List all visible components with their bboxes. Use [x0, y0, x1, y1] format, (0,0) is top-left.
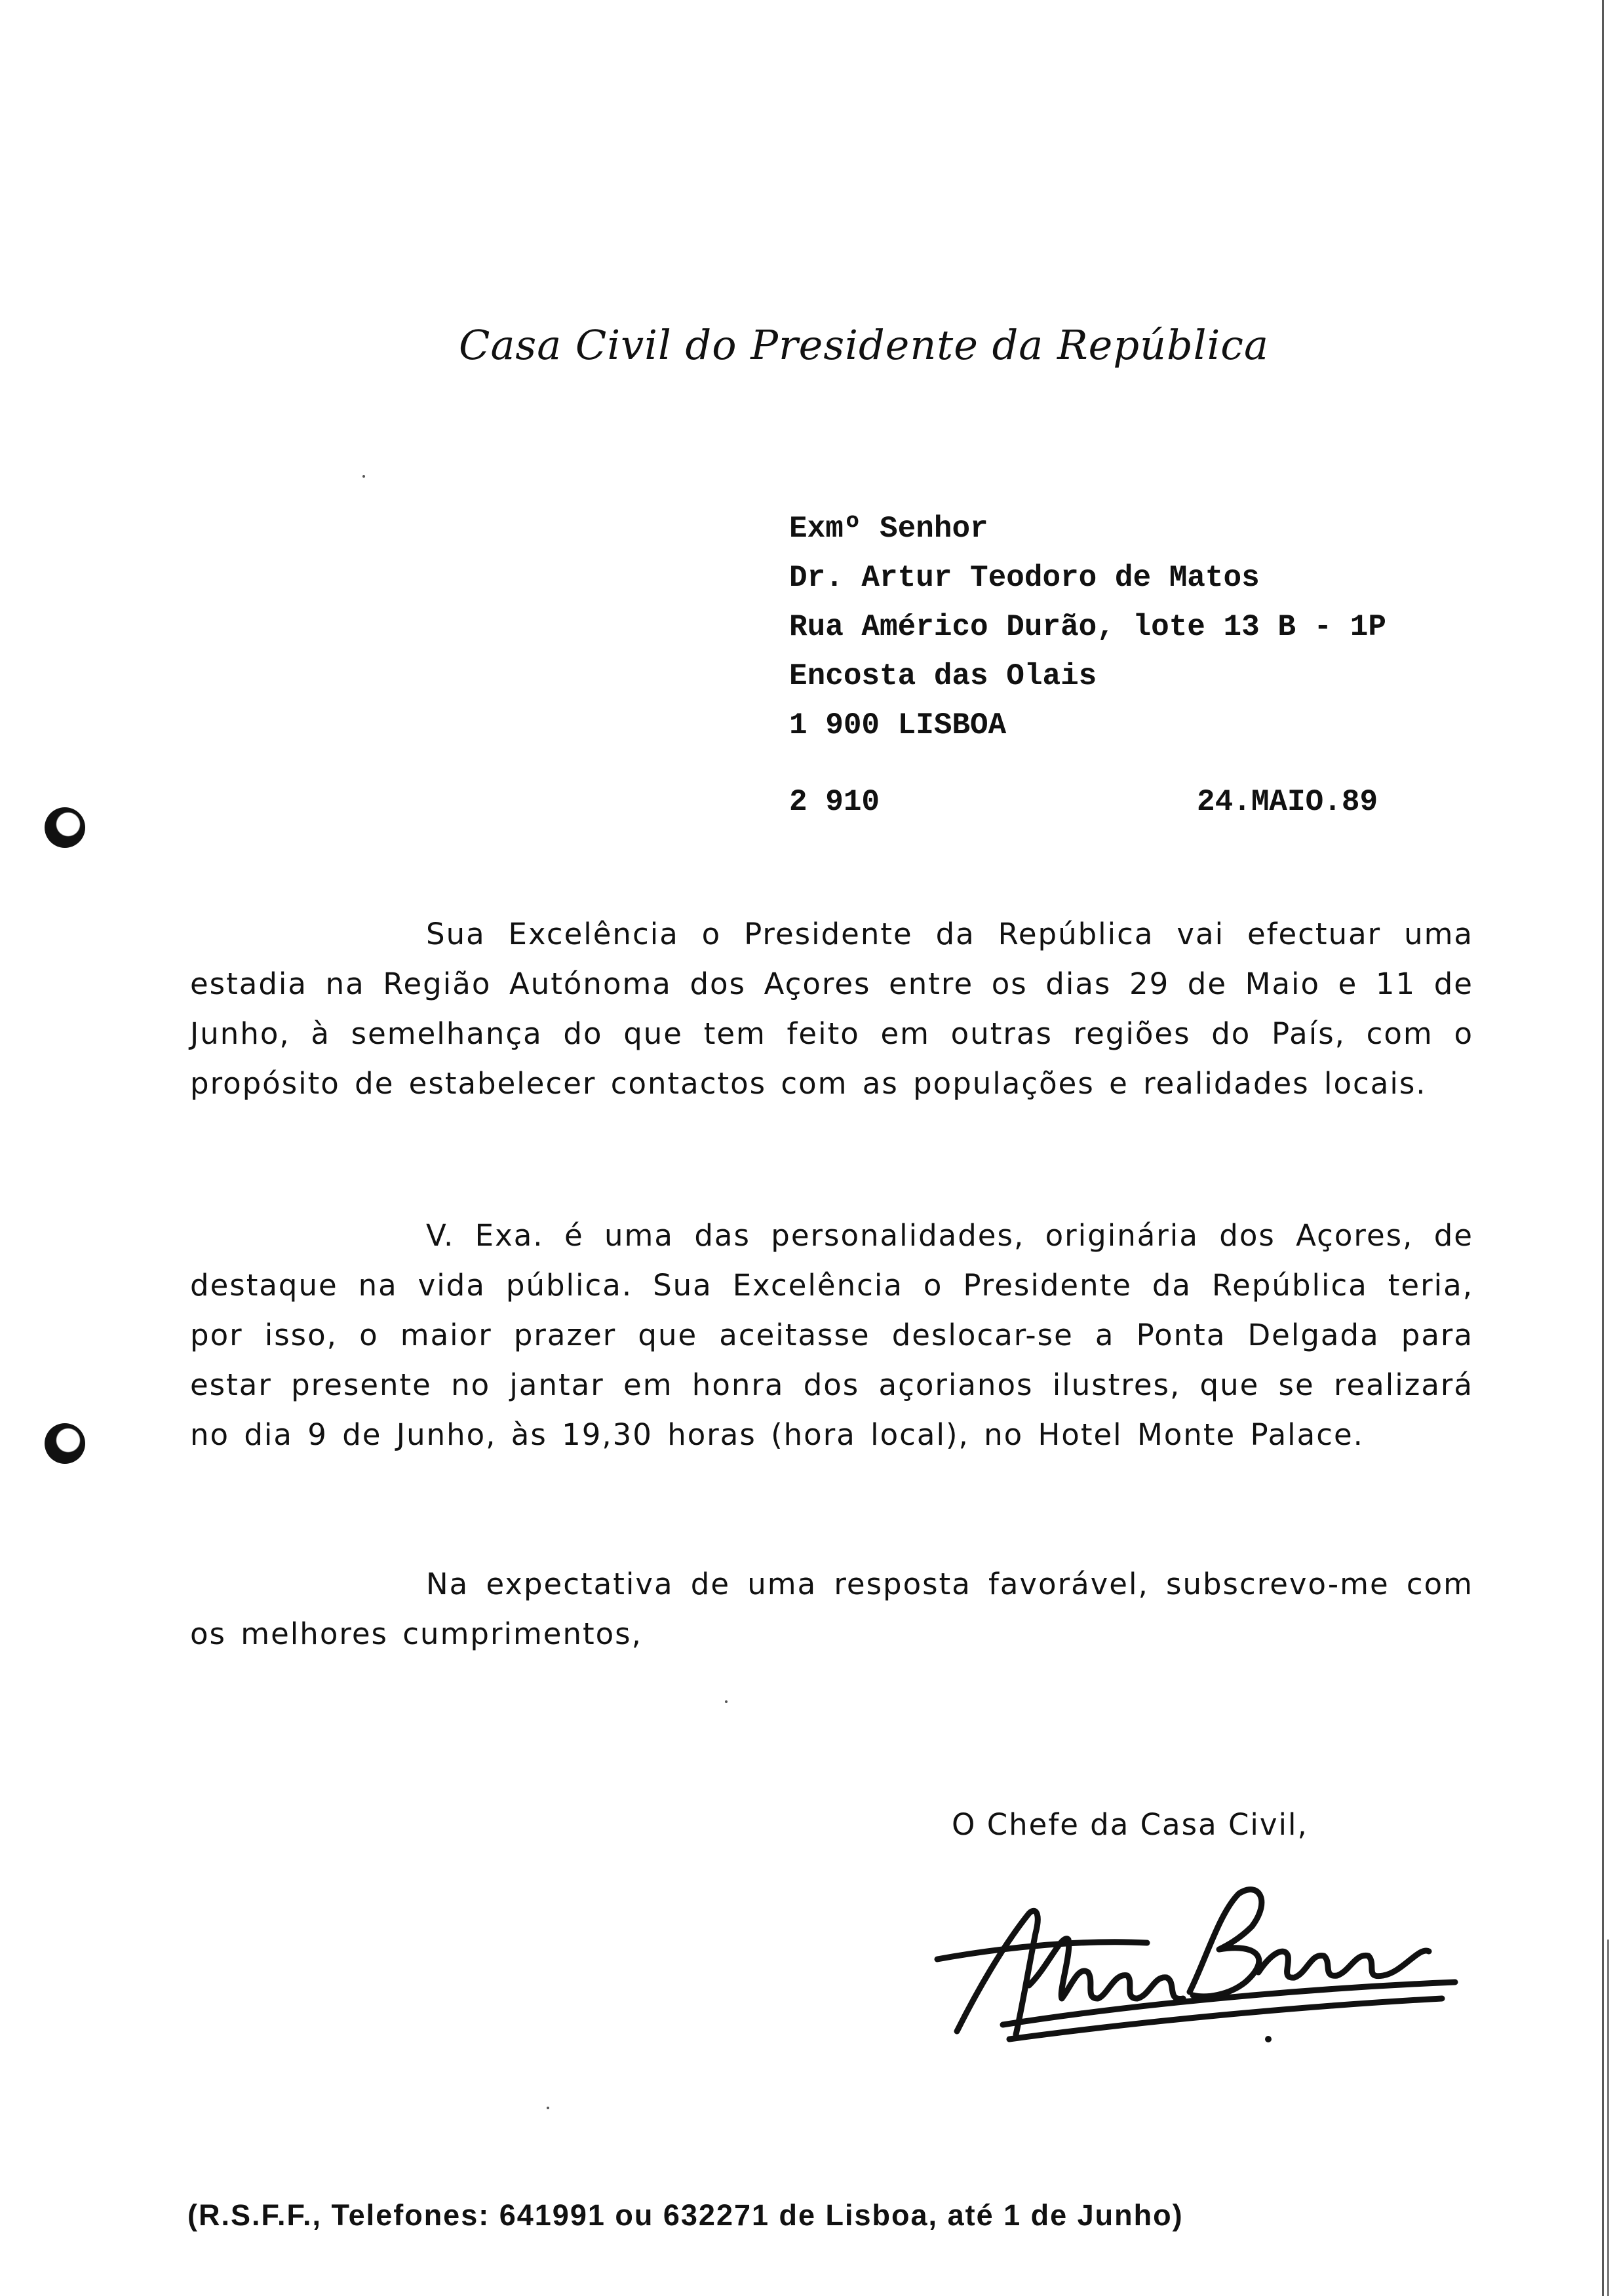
- address-area: Encosta das Olais: [789, 659, 1097, 693]
- body-paragraph-2: V. Exa. é uma das personalidades, originária dos Açores, de destaque na vida pública. Sua Excelência o Presidente da República teria, por isso, o maior prazer que aceitasse deslocar-se a Ponta Delgada para estar presente no jantar em honra dos açorianos ilustres, que se realizará no dia 9 de Junho, às 19,30 horas (hora local), no Hotel Monte Palace.: [190, 1218, 1473, 1452]
- address-salutation: Exmº Senhor: [789, 512, 988, 546]
- addressee-block: [789, 505, 1386, 750]
- address-city: 1 900 LISBOA: [789, 708, 1007, 742]
- address-street: Rua Américo Durão, lote 13 B - 1P: [789, 610, 1386, 644]
- scan-edge-line: [1602, 0, 1604, 2296]
- footer-note: (R.S.F.F., Telefones: 641991 ou 632271 de Lisboa, até 1 de Junho): [187, 2198, 1184, 2232]
- letter-date: 24.MAIO.89: [1197, 785, 1378, 819]
- body-paragraph-1: Sua Excelência o Presidente da República vai efectuar uma estadia na Região Autónoma dos Açores entre os dias 29 de Maio e 11 de Junho, à semelhança do que tem feito em outras regiões do País, com o propósito de estabelecer contactos com as populações e realidades locais.: [190, 917, 1473, 1101]
- scan-edge-line: [1607, 1940, 1609, 2296]
- punch-hole-icon: [45, 1423, 85, 1464]
- scan-speck: [362, 475, 365, 478]
- reference-number: 2 910: [789, 785, 880, 819]
- address-name: Dr. Artur Teodoro de Matos: [789, 561, 1260, 595]
- closing-title: O Chefe da Casa Civil,: [952, 1807, 1308, 1842]
- punch-hole-icon: [45, 807, 85, 848]
- handwritten-signature: [931, 1867, 1468, 2064]
- scan-speck: [547, 2107, 549, 2109]
- body-paragraph-3: Na expectativa de uma resposta favorável, subscrevo-me com os melhores cumprimentos,: [190, 1567, 1473, 1651]
- scan-speck: [725, 1700, 728, 1703]
- letterhead: Casa Civil do Presidente da República: [459, 321, 1269, 369]
